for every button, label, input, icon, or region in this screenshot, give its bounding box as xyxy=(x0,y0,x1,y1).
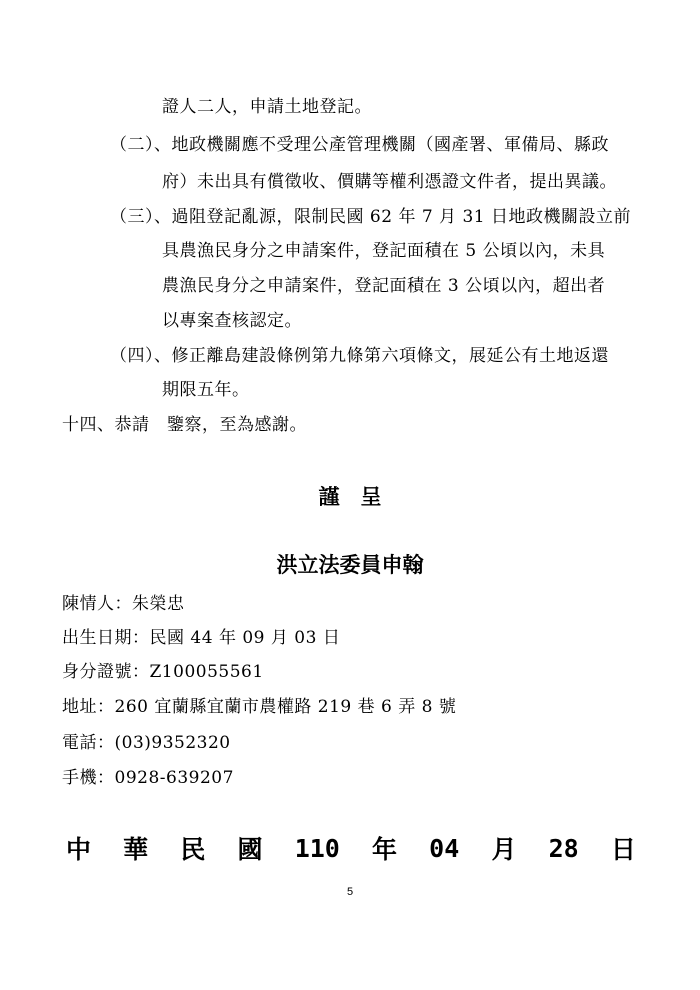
body-line: （二）、地政機關應不受理公產管理機關（國產署、軍備局、縣政 xyxy=(110,135,609,155)
date-part: 國 xyxy=(237,835,263,864)
body-line: 府）未出具有償徵收、價購等權利憑證文件者，提出異議。 xyxy=(162,172,617,192)
body-line: 期限五年。 xyxy=(162,380,250,400)
page-number: 5 xyxy=(346,886,354,898)
body-line: 農漁民身分之申請案件，登記面積在 3 公頃以內，超出者 xyxy=(162,276,606,296)
body-line: 十四、恭請 鑒察，至為感謝。 xyxy=(62,415,307,435)
date-part: 中 xyxy=(66,835,92,864)
petitioner-mobile: 手機：0928-639207 xyxy=(62,768,234,788)
body-line: 以專案查核認定。 xyxy=(162,311,302,331)
date-part: 華 xyxy=(123,835,149,864)
date-part: 月 xyxy=(491,835,517,864)
date-part: 民 xyxy=(180,835,206,864)
date-day: 28 xyxy=(548,833,579,863)
body-line: 證人二人，申請土地登記。 xyxy=(162,97,372,117)
closing-heading: 謹 呈 xyxy=(318,484,382,509)
body-line: （四）、修正離島建設條例第九條第六項條文，展延公有土地返還 xyxy=(110,346,609,366)
date-part: 年 xyxy=(372,835,398,864)
petitioner-address: 地址：260 宜蘭縣宜蘭市農權路 219 巷 6 弄 8 號 xyxy=(62,697,457,717)
date-month: 04 xyxy=(429,833,460,863)
petitioner-name: 陳情人：朱榮忠 xyxy=(62,594,185,614)
date-part: 日 xyxy=(610,835,636,864)
body-line: （三）、過阻登記亂源，限制民國 62 年 7 月 31 日地政機關設立前 xyxy=(110,207,632,227)
date-row xyxy=(66,830,636,866)
body-line: 具農漁民身分之申請案件，登記面積在 5 公頃以內，未具 xyxy=(162,241,606,261)
petitioner-id: 身分證號：Z100055561 xyxy=(62,662,264,682)
petitioner-birthdate: 出生日期：民國 44 年 09 月 03 日 xyxy=(62,628,341,648)
recipient-heading: 洪立法委員申翰 xyxy=(276,552,424,577)
date-year: 110 xyxy=(294,833,340,863)
petitioner-phone: 電話：(03)9352320 xyxy=(62,733,231,753)
